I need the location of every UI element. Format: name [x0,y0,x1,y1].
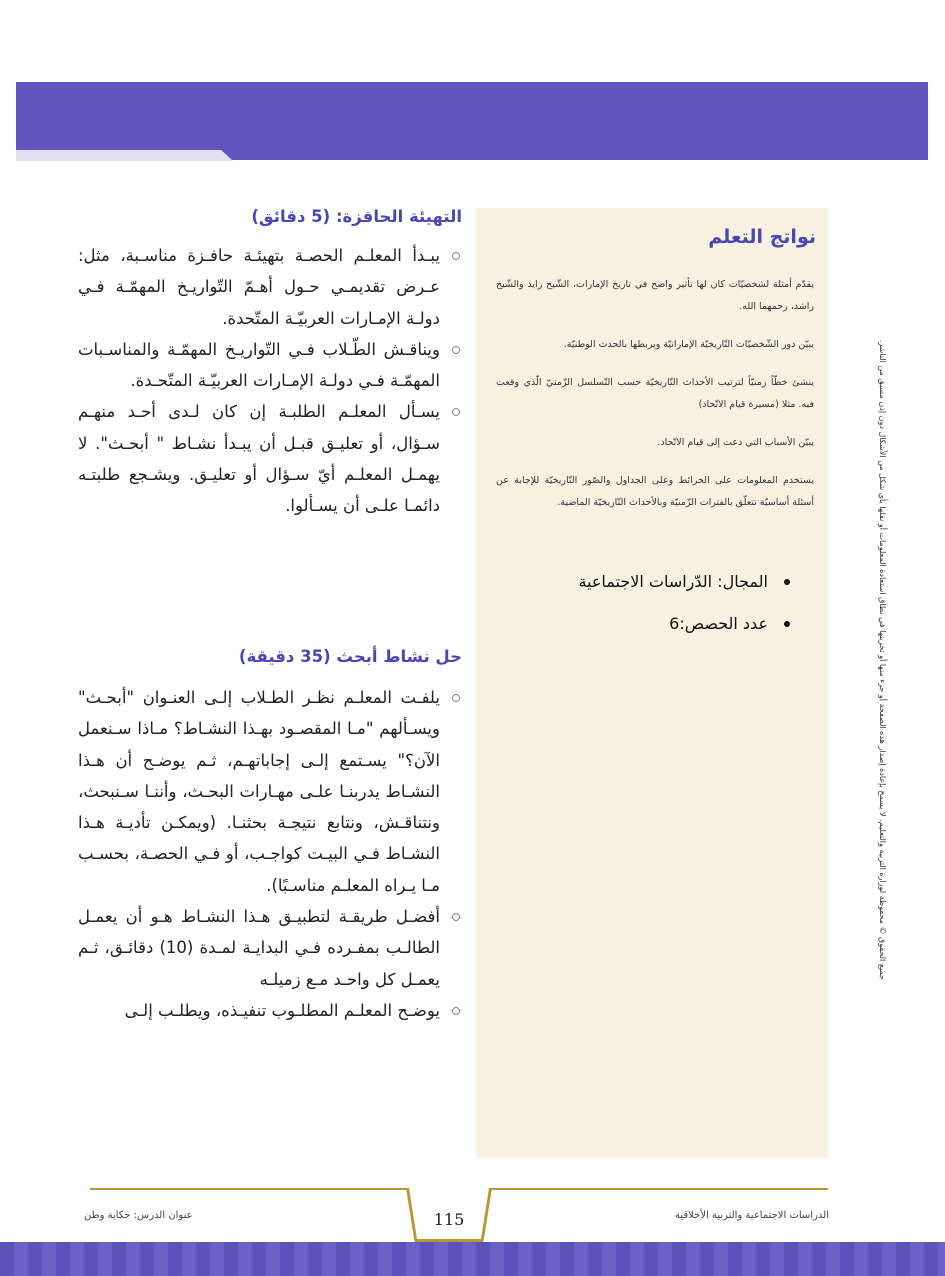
footer-rule-left [90,1188,410,1190]
warmup-bullet: يبـدأ المعلـم الحصـة بتهيئـة حافـزة مناسـبة، مثل: عـرض تقديمـي حـول أهـمّ التّواريـخ المهمّـة فـي دولـة الإمـارات العربيّـة المتّحدة. [78,240,462,334]
activity-list [78,682,462,1026]
header-banner-edge [16,148,928,150]
footer-subject: الدراسات الاجتماعية والتربية الأخلاقية [674,1210,829,1221]
outcome-item: يستخدم المعلومات على الخرائط وعلى الجداول والصّور التّاريخيّة للإجابة عن أسئلة أساسيّة تتعلّق بالفترات الزّمنيّة وبالأحداث التّاريخيّة الماضية. [496,475,814,508]
warmup-bullet: ويناقـش الطّـلاب فـي التّواريـخ المهمّـة والمناسـبات المهمّـة فـي دولـة الإمـارات العربيّـة المتّحـدة. [78,334,462,397]
warmup-bullet: يسـأل المعلـم الطلبـة إن كان لـدى أحـد منهـم سـؤال، أو تعليـق قبـل أن يبـدأ نشـاط " أبحـث". لا يهمـل المعلـم أيّ سـؤال أو تعليـق. ويشـجع طلبتـه دائمـا علـى أن يسـألوا. [78,396,462,521]
page-number: 115 [433,1210,465,1229]
learning-outcomes-title: نواتج التعلم [708,226,816,248]
domain-item: المجال: الدّراسات الاجتماعية [502,570,792,594]
footer-rule-right [488,1188,828,1190]
outcome-item: ينشئ خطّاً زمنيّاً لترتيب الأحداث التّاريخيّة حسب التّسلسل الزّمنيّ الّذي وقعت فيه. مثلا (مسيرة قيام الاتّحاد) [496,377,814,410]
warmup-list [78,240,462,522]
sessions-item: عدد الحصص:6 [502,612,792,636]
outcome-item: يبيّن دور الشّخصيّات التّاريخيّة الإماراتيّة ويربطها بالحدث الوطنيّة. [563,339,814,350]
learning-outcomes-panel [476,208,828,1158]
activity-bullet: يوضـح المعلـم المطلـوب تنفيـذه، ويطلـب إلـى [78,995,462,1026]
outcomes-list [496,274,814,530]
bottom-decorative-band [0,1242,945,1276]
footer-lesson-title: عنوان الدرس: حكاية وطن [84,1210,193,1221]
copyright-text: جميع الحقوق © محفوظة لوزارة التربية والتعليم. لا يسمح بإعادة إصدار هذه الصفحة أو جزء منها أو تخزينها في نطاق استعادة المعلومات أو نقلها بأي شكل من الأشكال دون إذن مسبق من الناشر. [878,339,887,980]
warmup-title: التهيئة الحافزة: (5 دقائق) [251,207,462,226]
activity-bullet: يلفـت المعلـم نظـر الطـلاب إلـى العنـوان "أبحـث" ويسـألهم "مـا المقصـود بهـذا النشـاط؟ مـاذا سـنعمل الآن؟" يسـتمع إلـى إجاباتهـم، ثـم يوضـح أن هـذا النشـاط يدربنـا علـى مهـارات البحـث، وأننـا سـنبحث، ونتناقـش، ونتابع نتيجـة بحثنـا. (ويمكـن تأديـة هـذا النشـاط فـي البيـت كواجـب، أو فـي الحصـة، بحسـب مـا يـراه المعلـم مناسـبًا). [78,682,462,901]
outcome-item: يبيّن الأسباب التي دعت إلى قيام الاتّحاد. [657,437,814,448]
activity-title: حل نشاط أبحث (35 دقيقة) [238,647,462,666]
lesson-meta [502,570,792,654]
activity-bullet: أفضـل طريقـة لتطبيـق هـذا النشـاط هـو أن يعمـل الطالـب بمفـرده فـي البدايـة لمـدة (10) دقائـق، ثـم يعمـل كل واحـد مـع زميلـه [78,901,462,995]
outcome-item: يقدّم أمثلة لشخصيّات كان لها تأثير واضح في تاريخ الإمارات، الشّيخ زايد والشّيخ راشد، رحمهما الله. [496,279,814,312]
copyright-notice [875,260,891,980]
